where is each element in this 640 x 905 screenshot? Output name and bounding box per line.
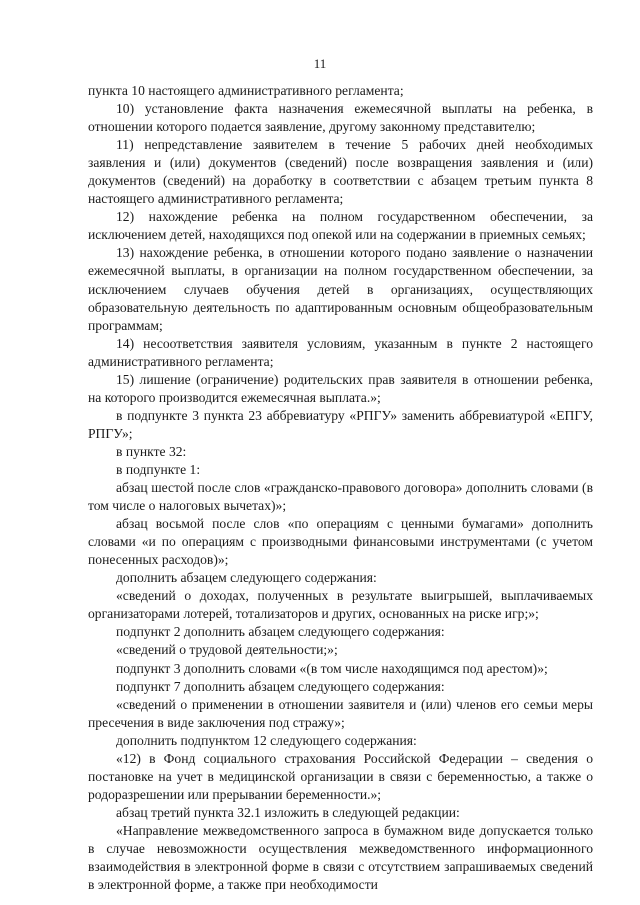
page-number: 11	[313, 56, 327, 71]
paragraph: «сведений о доходах, полученных в результате выигрышей, выплачиваемых организаторами лотерей, тотализаторов и других, основанных на риске игр;»;	[88, 588, 593, 622]
paragraph: 10) установление факта назначения ежемесячной выплаты на ребенка, в отношении которого подается заявление, другому законному представителю;	[88, 101, 593, 135]
paragraph: подпункт 7 дополнить абзацем следующего содержания:	[116, 678, 445, 694]
paragraph: в подпункте 1:	[116, 461, 201, 477]
paragraph: 15) лишение (ограничение) родительских прав заявителя в отношении ребенка, на которого производится ежемесячная выплата.»;	[88, 371, 593, 405]
paragraph: «Направление межведомственного запроса в бумажном виде допускается только в случае невозможности осуществления межведомственного информационного взаимодействия в электронной форме в связи с отсутствием запрашиваемых сведений в электронной форме, а также при необходимости	[88, 822, 593, 893]
paragraph: в пункте 32:	[116, 443, 187, 459]
paragraph: абзац третий пункта 32.1 изложить в следующей редакции:	[116, 804, 460, 820]
paragraph: 12) нахождение ребенка на полном государственном обеспечении, за исключением детей, находящихся под опекой или на содержании в приемных семьях;	[88, 209, 593, 243]
paragraph: дополнить абзацем следующего содержания:	[116, 570, 377, 586]
paragraph: 11) непредставление заявителем в течение 5 рабочих дней необходимых заявления и (или) документов (сведений) после возвращения заявления и (или) документов (сведений) на доработку в соответствии с абзацем третьим пункта 8 настоящего административного регламента;	[88, 137, 593, 207]
paragraph: пункта 10 настоящего административного регламента;	[88, 83, 404, 98]
paragraph: подпункт 3 дополнить словами «(в том числе находящимся под арестом)»;	[116, 660, 548, 676]
paragraph: «сведений о применении в отношении заявителя и (или) членов его семьи меры пресечения в виде заключения под стражу»;	[88, 696, 593, 730]
paragraph: «12) в Фонд социального страхования Российской Федерации – сведения о постановке на учет в медицинской организации в связи с беременностью, а также о родоразрешении или прерывании беременности.»;	[88, 750, 593, 802]
paragraph: 13) нахождение ребенка, в отношении которого подано заявление о назначении ежемесячной выплаты, в организации на полном государственном обеспечении, за исключением случаев обучения детей в организациях, осуществляющих образовательную деятельность по адаптированным основным общеобразовательным программам;	[88, 245, 593, 333]
paragraph: 14) несоответствия заявителя условиям, указанным в пункте 2 настоящего административного регламента;	[88, 335, 593, 369]
paragraph: абзац шестой после слов «гражданско-правового договора» дополнить словами (в том числе о налоговых вычетах)»;	[88, 480, 593, 514]
document-body	[88, 82, 593, 894]
paragraph: абзац восьмой после слов «по операциям с ценными бумагами» дополнить словами «и по операциям с производными финансовыми инструментами (с учетом понесенных расходов)»;	[88, 516, 593, 568]
paragraph: «сведений о трудовой деятельности;»;	[116, 642, 338, 658]
paragraph: в подпункте 3 пункта 23 аббревиатуру «РПГУ» заменить аббревиатурой «ЕПГУ, РПГУ»;	[88, 407, 593, 441]
paragraph: дополнить подпунктом 12 следующего содержания:	[116, 732, 417, 748]
paragraph: подпункт 2 дополнить абзацем следующего содержания:	[116, 624, 445, 640]
